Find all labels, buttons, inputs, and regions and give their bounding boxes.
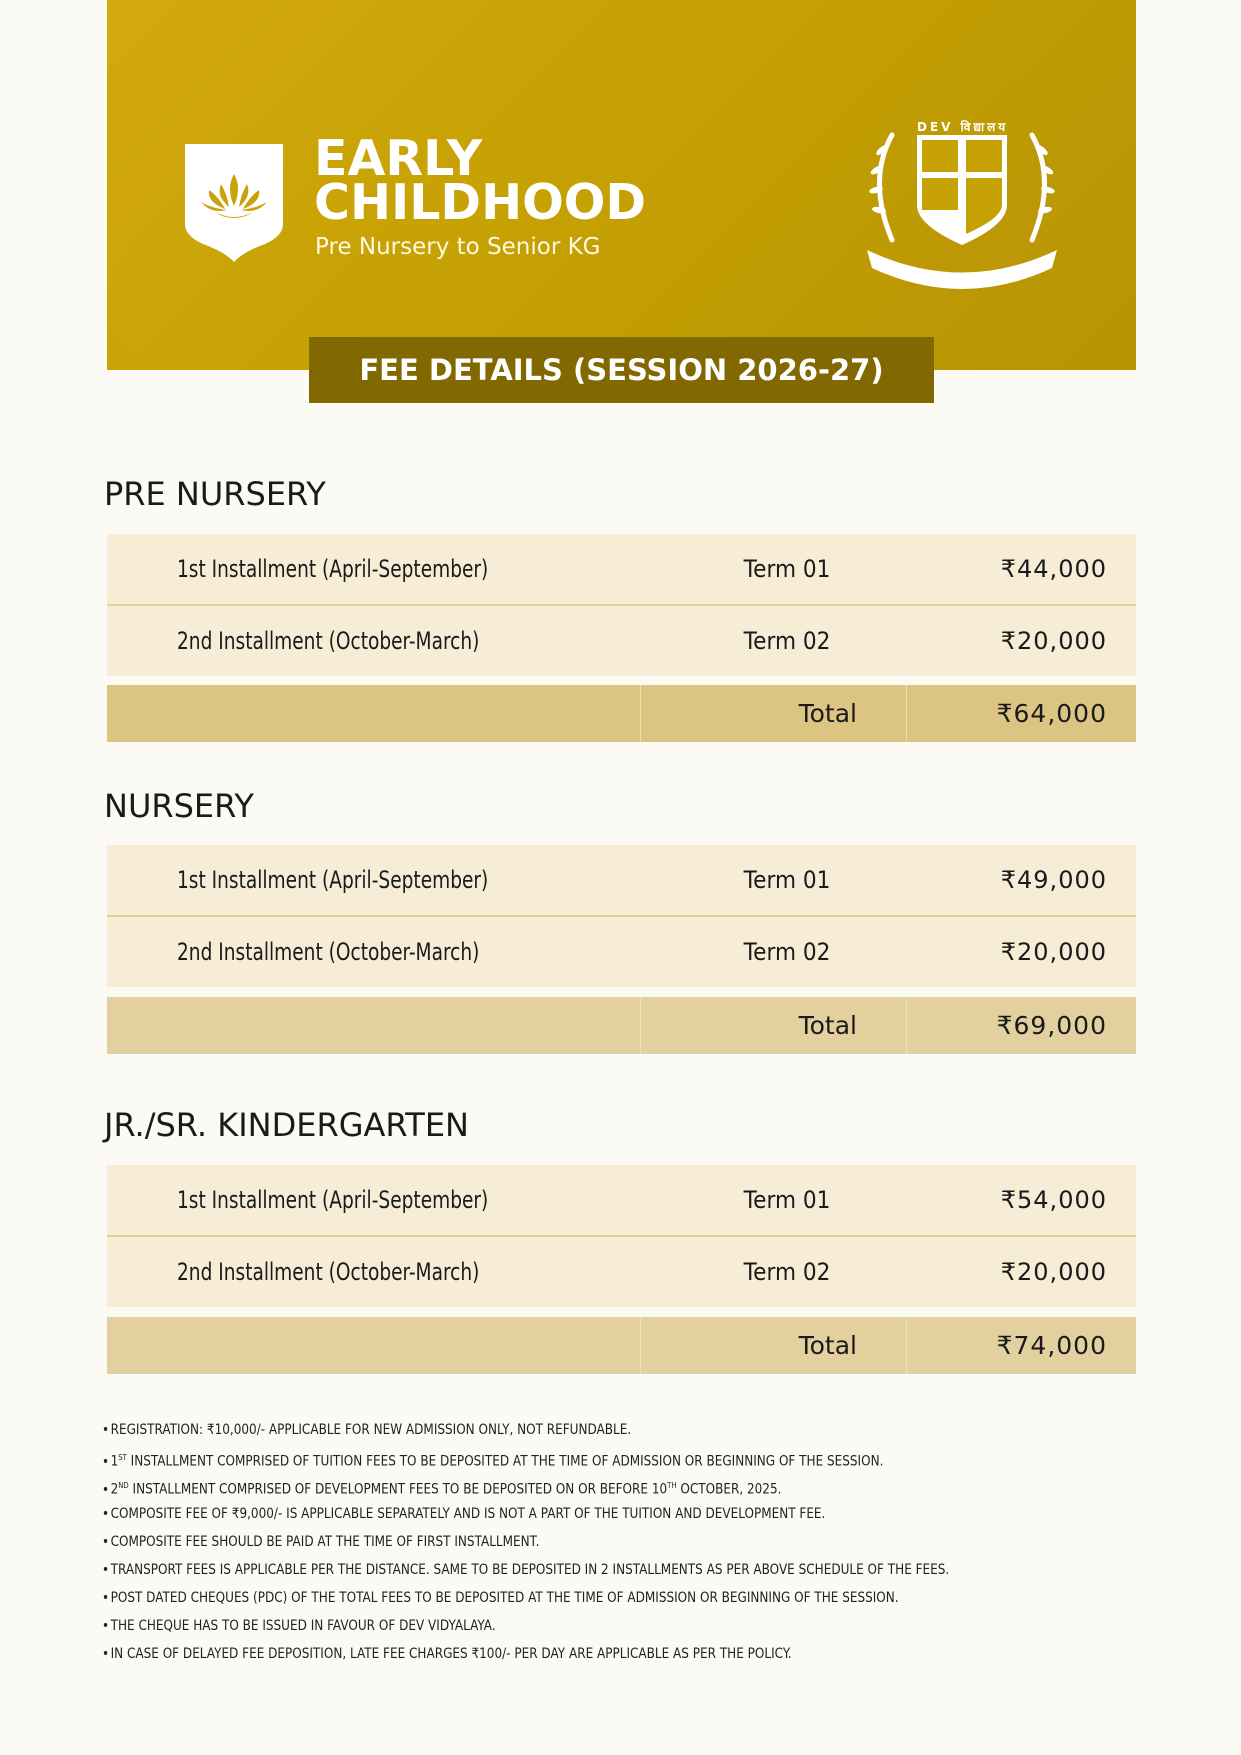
total-label: Total [798,1011,857,1040]
installment-label: 2nd Installment (October-March) [177,627,480,655]
term-label: Term 02 [743,627,831,655]
column-divider [906,1317,907,1374]
term-label: Term 02 [743,938,831,966]
brand-subtitle: Pre Nursery to Senior KG [315,234,601,260]
amount-value: ₹54,000 [1000,1186,1107,1214]
amount-value: ₹20,000 [1000,627,1107,655]
total-amount: ₹64,000 [996,699,1107,728]
amount-value: ₹20,000 [1000,1258,1107,1286]
note-text: INSTALLMENT COMPRISED OF DEVELOPMENT FEES TO BE DEPOSITED ON OR BEFORE 10 [128,1481,668,1498]
total-row-nursery [107,997,1136,1054]
bullet-icon: • [102,1534,110,1550]
table-row [107,606,1136,676]
amount-value: ₹44,000 [1000,555,1107,583]
total-row-pre-nursery [107,685,1136,742]
note-text: POST DATED CHEQUES (PDC) OF THE TOTAL FEES TO BE DEPOSITED AT THE TIME OF ADMISSION OR BEGINNING OF THE SESSION. [110,1590,899,1606]
amount-value: ₹20,000 [1000,938,1107,966]
school-crest-icon [852,110,1072,300]
note-text: OCTOBER, 2025. [676,1481,782,1498]
ordinal-suffix: ST [118,1453,127,1462]
note-text: INSTALLMENT COMPRISED OF TUITION FEES TO BE DEPOSITED AT THE TIME OF ADMISSION OR BEGINNING OF THE SESSION. [126,1453,884,1470]
table-row [107,845,1136,917]
section-title-nursery: NURSERY [104,787,254,825]
bullet-icon: • [102,1590,110,1606]
column-divider [640,1317,641,1374]
section-title-pre-nursery: PRE NURSERY [104,475,326,513]
term-label: Term 01 [743,1186,831,1214]
table-row [107,1237,1136,1307]
note-text: COMPOSITE FEE SHOULD BE PAID AT THE TIME OF FIRST INSTALLMENT. [110,1534,540,1550]
bullet-icon: • [102,1481,110,1498]
note-item [102,1640,996,1668]
fee-table-nursery [107,845,1136,987]
note-item [102,1584,996,1612]
column-divider [640,685,641,742]
note-item [102,1444,996,1472]
fee-notes-list [102,1416,1142,1668]
brand-title [314,130,647,231]
table-row [107,1165,1136,1237]
school-name: DEV विद्यालय [917,120,1009,134]
note-text: TRANSPORT FEES IS APPLICABLE PER THE DISTANCE. SAME TO BE DEPOSITED IN 2 INSTALLMENTS AS PER ABOVE SCHEDULE OF THE FEES. [110,1562,950,1578]
fee-details-banner: FEE DETAILS (SESSION 2026-27) [309,337,934,403]
header-banner [107,0,1136,370]
total-amount: ₹69,000 [996,1011,1107,1040]
note-text: 1 [110,1453,119,1470]
ordinal-suffix: ND [118,1481,129,1490]
installment-label: 1st Installment (April-September) [177,866,489,894]
column-divider [640,997,641,1054]
bullet-icon: • [102,1453,110,1470]
note-item [102,1528,996,1556]
note-item [102,1500,996,1528]
installment-label: 2nd Installment (October-March) [177,1258,480,1286]
fee-table-pre-nursery [107,534,1136,676]
note-item [102,1556,996,1584]
total-amount: ₹74,000 [996,1331,1107,1360]
term-label: Term 01 [743,555,831,583]
note-item [102,1612,996,1640]
installment-label: 1st Installment (April-September) [177,1186,489,1214]
term-label: Term 02 [743,1258,831,1286]
fee-table-kindergarten [107,1165,1136,1307]
column-divider [906,685,907,742]
installment-label: 1st Installment (April-September) [177,555,489,583]
bullet-icon: • [102,1506,110,1522]
bullet-icon: • [102,1562,110,1578]
total-row-kindergarten [107,1317,1136,1374]
table-row [107,917,1136,987]
note-item [102,1472,996,1500]
note-text: IN CASE OF DELAYED FEE DEPOSITION, LATE FEE CHARGES ₹100/- PER DAY ARE APPLICABLE AS PER THE POLICY. [110,1646,792,1662]
note-text: REGISTRATION: ₹10,000/- APPLICABLE FOR NEW ADMISSION ONLY, NOT REFUNDABLE. [110,1422,632,1438]
ordinal-suffix: TH [667,1481,677,1490]
amount-value: ₹49,000 [1000,866,1107,894]
term-label: Term 01 [743,866,831,894]
bullet-icon: • [102,1646,110,1662]
note-item [102,1416,996,1444]
total-label: Total [798,1331,857,1360]
note-text: 2 [110,1481,119,1498]
note-text: THE CHEQUE HAS TO BE ISSUED IN FAVOUR OF DEV VIDYALAYA. [110,1618,496,1634]
column-divider [906,997,907,1054]
brand-title-line1: EARLY [314,130,483,187]
bullet-icon: • [102,1422,110,1438]
brand-title-line2: CHILDHOOD [314,174,647,231]
header-corner-decoration [107,330,147,370]
table-row [107,534,1136,606]
lotus-shield-icon [185,144,283,262]
total-label: Total [798,699,857,728]
section-title-kindergarten: JR./SR. KINDERGARTEN [104,1106,469,1144]
note-text: COMPOSITE FEE OF ₹9,000/- IS APPLICABLE SEPARATELY AND IS NOT A PART OF THE TUITION AND DEVELOPMENT FEE. [110,1506,826,1522]
installment-label: 2nd Installment (October-March) [177,938,480,966]
bullet-icon: • [102,1618,110,1634]
